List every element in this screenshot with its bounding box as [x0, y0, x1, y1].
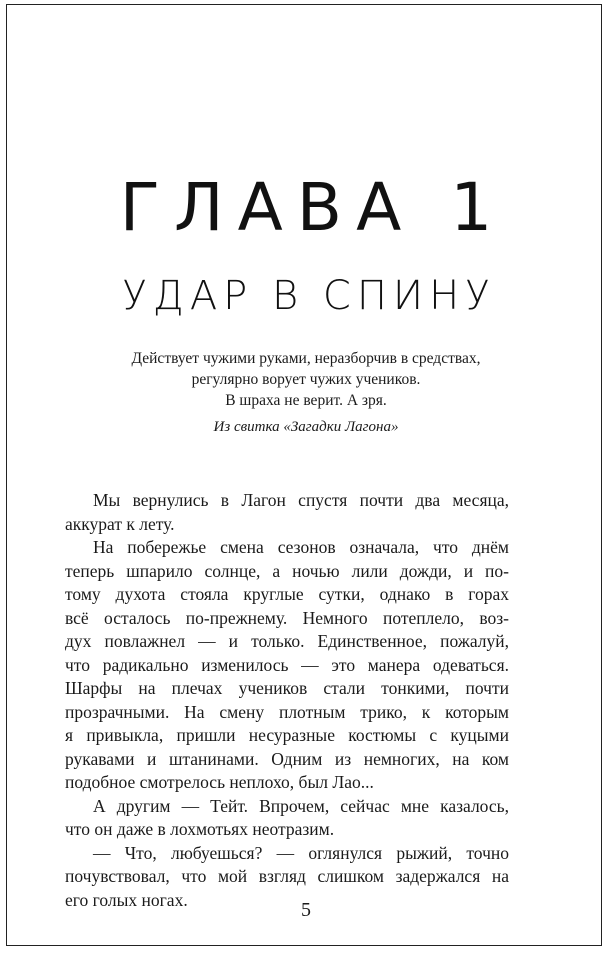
epigraph-source: Из свитка «Загадки Лагона» [213, 419, 399, 435]
text-line: Шарфы на плечах учеников стали тонкими, почти [65, 678, 509, 698]
text-line: всё осталось по-прежнему. Немного потеплело, воз- [65, 607, 509, 628]
text-line: — Что, любуешься? — оглянулся рыжий, точно [93, 842, 509, 863]
epigraph-line: Действует чужими руками, неразборчив в средствах, [131, 350, 481, 367]
text-line: Мы вернулись в Лагон спустя почти два месяца, [93, 490, 509, 510]
text-line: что радикально изменилось — это манера одеваться. [65, 654, 509, 675]
text-line: теперь шпарило солнце, а ночью лили дожди, и по- [65, 560, 509, 581]
text-line: почувствовал, что мой взгляд слишком задержался на [65, 866, 509, 886]
text-line: тому духота стояла круглые сутки, однако в горах [65, 584, 509, 604]
epigraph-line: В шраха не верит. А зря. [225, 392, 387, 409]
text-line: аккурат к лету. [65, 513, 175, 534]
text-line: прозрачными. На смену плотным трико, к которым [65, 701, 509, 722]
body-text [65, 489, 509, 912]
chapter-title: ГЛАВА 1 [119, 169, 507, 246]
text-line: его голых ногах. [65, 889, 188, 910]
text-line: рукавами и штанинами. Одним из немногих, на ком [65, 748, 509, 769]
epigraph [0, 348, 612, 438]
text-line: дух повлажнел — и только. Единственное, пожалуй, [65, 631, 509, 651]
text-line: что он даже в лохмотьях неотразим. [65, 819, 335, 839]
text-line: На побережье смена сезонов означала, что днём [93, 537, 509, 557]
text-line: я привыкла, пришли несуразные костюмы с куцыми [65, 725, 509, 745]
epigraph-line: регулярно ворует чужих учеников. [191, 371, 421, 388]
chapter-subtitle: УДАР В СПИНУ [122, 273, 496, 319]
page-number: 5 [301, 899, 311, 921]
text-line: подобное смотрелось неплохо, был Лао... [65, 772, 374, 792]
text-line: А другим — Тейт. Впрочем, сейчас мне казалось, [93, 795, 509, 816]
